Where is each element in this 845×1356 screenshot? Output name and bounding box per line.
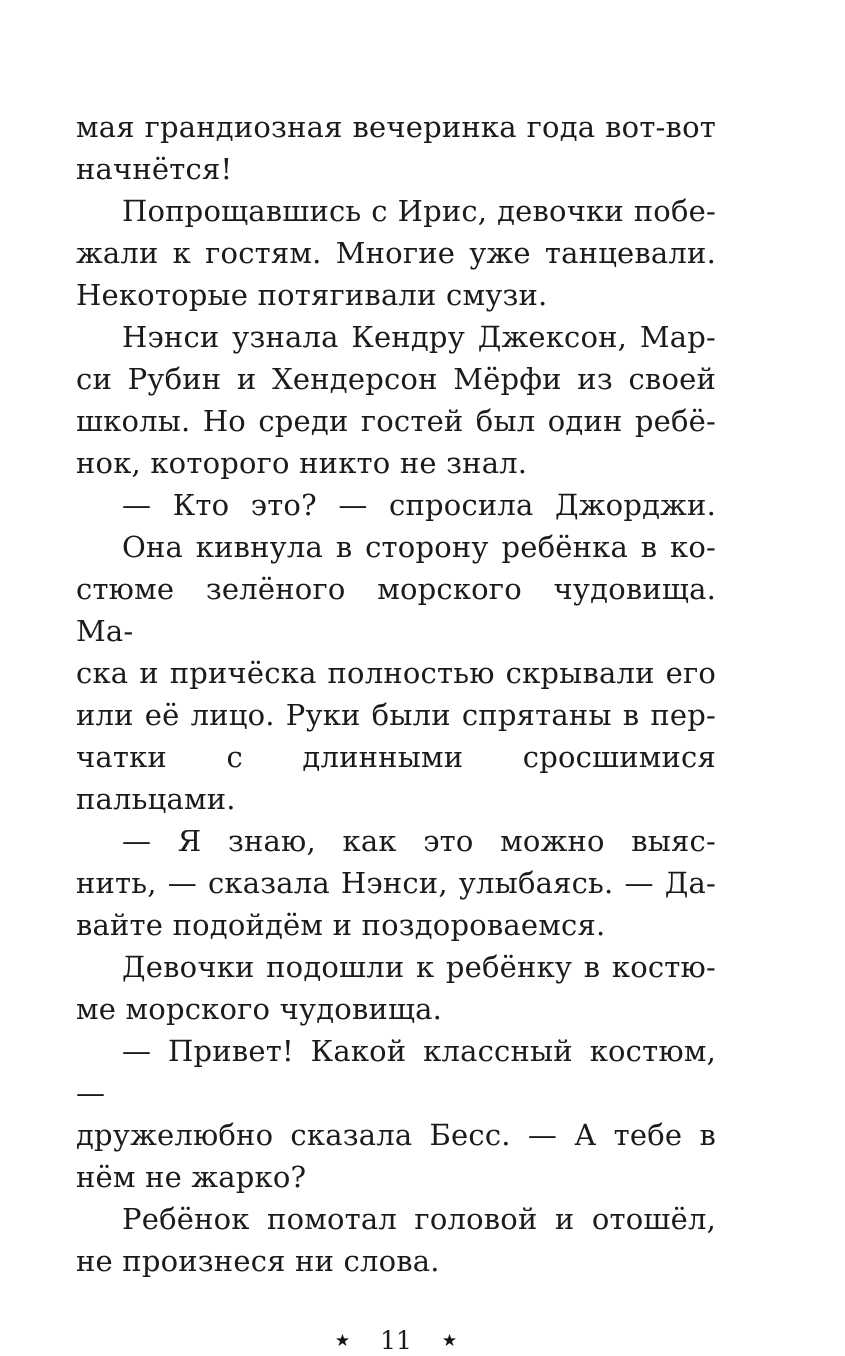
text-line: не произнеся ни слова. <box>76 1244 440 1278</box>
text-line: Некоторые потягивали смузи. <box>76 278 548 312</box>
page-number: 11 <box>380 1326 412 1355</box>
text-line: Она кивнула в сторону ребёнка в ко- <box>122 530 716 564</box>
text-line: нём не жарко? <box>76 1160 307 1194</box>
star-ornament-icon: ★ <box>334 1331 351 1351</box>
text-line: вайте подойдём и поздороваемся. <box>76 908 606 942</box>
paragraph <box>76 526 716 820</box>
page-footer <box>76 1326 716 1356</box>
text-line: си Рубин и Хендерсон Мёрфи из своей <box>76 362 716 396</box>
text-line: чатки с длинными сросшимися пальцами. <box>76 740 716 816</box>
paragraph <box>76 484 716 526</box>
text-line: жали к гостям. Многие уже танцевали. <box>76 236 716 270</box>
text-line: Нэнси узнала Кендру Джексон, Мар- <box>122 320 716 354</box>
paragraph <box>76 106 716 190</box>
text-line: стюме зелёного морского чудовища. Ма- <box>76 572 716 648</box>
paragraph <box>76 190 716 316</box>
text-line: школы. Но среди гостей был один ребё- <box>76 404 716 438</box>
text-line: — Привет! Какой классный костюм, — <box>76 1034 716 1110</box>
paragraph <box>76 946 716 1030</box>
star-ornament-icon: ★ <box>441 1331 458 1351</box>
text-line: дружелюбно сказала Бесс. — А тебе в <box>76 1118 716 1152</box>
paragraph <box>76 1030 716 1198</box>
text-line: или её лицо. Руки были спрятаны в пер- <box>76 698 716 732</box>
text-line: ме морского чудовища. <box>76 992 443 1026</box>
page-text-block <box>76 106 716 1282</box>
paragraph <box>76 1198 716 1282</box>
text-line: нок, которого никто не знал. <box>76 446 528 480</box>
text-line: — Кто это? — спросила Джорджи. <box>122 488 716 522</box>
text-line: мая грандиозная вечеринка года вот-вот <box>76 110 716 144</box>
text-line: нить, — сказала Нэнси, улыбаясь. — Да- <box>76 866 716 900</box>
text-line: Ребёнок помотал головой и отошёл, <box>122 1202 716 1236</box>
paragraph <box>76 316 716 484</box>
text-line: Девочки подошли к ребёнку в костю- <box>122 950 716 984</box>
text-line: ска и причёска полностью скрывали его <box>76 656 716 690</box>
text-line: начнётся! <box>76 152 233 186</box>
text-line: Попрощавшись с Ирис, девочки побе- <box>122 194 716 228</box>
paragraph <box>76 820 716 946</box>
text-line: — Я знаю, как это можно выяс- <box>122 824 716 858</box>
